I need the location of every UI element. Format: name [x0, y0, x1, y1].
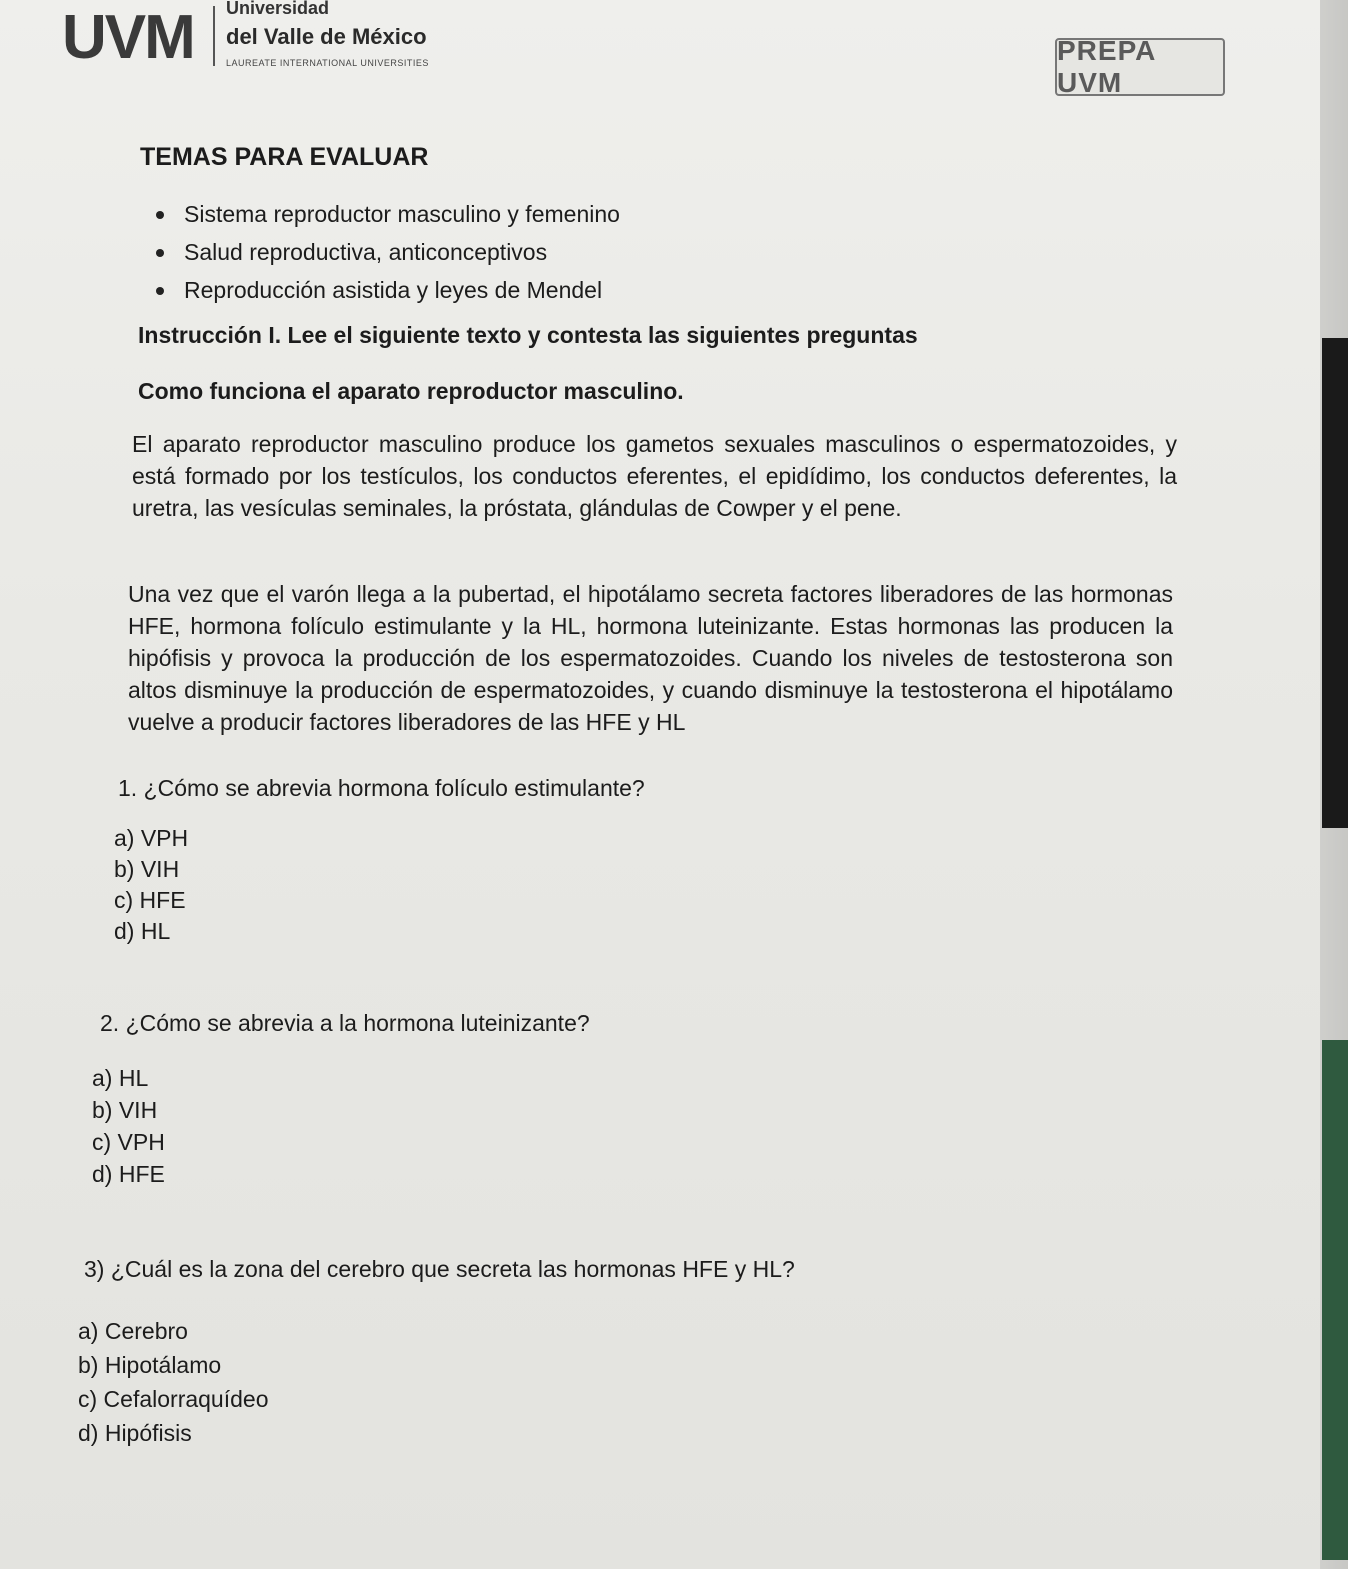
option-c: c) Cefalorraquídeo — [78, 1386, 269, 1412]
prepa-uvm-badge: PREPA UVM — [1055, 38, 1225, 96]
option-d: d) HFE — [92, 1161, 165, 1187]
instruction: Instrucción I. Lee el siguiente texto y contesta las siguientes preguntas — [138, 322, 918, 348]
option-b: b) VIH — [92, 1097, 158, 1123]
topics-list — [150, 196, 620, 310]
bullet-icon — [156, 249, 164, 257]
question-3-options — [78, 1314, 269, 1450]
background-green-strip — [1322, 1040, 1348, 1560]
paragraph-1: El aparato reproductor masculino produce los gametos sexuales masculinos o espermatozoides, y está formado por los testículos, los conductos eferentes, el epidídimo, los conductos deferentes, la uretra, las vesículas seminales, la próstata, glándulas de Cowper y el pene. — [132, 431, 1177, 521]
topic-item — [150, 196, 620, 234]
paragraph-2: Una vez que el varón llega a la pubertad, el hipotálamo secreta factores liberadores de las hormonas HFE, hormona folículo estimulante y la HL, hormona luteinizante. Estas hormonas las producen la hipófisis y provoca la producción de los espermatozoides. Cuando los niveles de testosterona son altos disminuye la producción de espermatozoides, y cuando disminuye la testosterona el hipotálamo vuelve a producir factores liberadores de las HFE y HL — [128, 581, 1173, 735]
question-3: 3) ¿Cuál es la zona del cerebro que secreta las hormonas HFE y HL? — [84, 1256, 795, 1282]
question-2: 2. ¿Cómo se abrevia a la hormona luteinizante? — [100, 1010, 590, 1036]
option-a: a) Cerebro — [78, 1318, 188, 1344]
section-heading: Como funciona el aparato reproductor masculino. — [138, 378, 684, 404]
question-1-options — [114, 823, 188, 947]
uvm-logo: UVM — [62, 3, 194, 72]
option-d: d) Hipófisis — [78, 1420, 192, 1446]
option-c: c) HFE — [114, 887, 186, 913]
page-title: TEMAS PARA EVALUAR — [140, 143, 429, 171]
option-c: c) VPH — [92, 1129, 165, 1155]
topic-label: Reproducción asistida y leyes de Mendel — [184, 277, 603, 303]
question-1: 1. ¿Cómo se abrevia hormona folículo estimulante? — [118, 775, 645, 801]
option-a: a) HL — [92, 1065, 149, 1091]
logo-valle-de-mexico: del Valle de México — [226, 24, 427, 49]
topic-label: Salud reproductiva, anticonceptivos — [184, 239, 548, 265]
topic-item — [150, 234, 620, 272]
option-d: d) HL — [114, 918, 171, 944]
background-dark-strip — [1322, 338, 1348, 828]
topic-item — [150, 272, 620, 310]
topic-label: Sistema reproductor masculino y femenino — [184, 201, 620, 227]
option-a: a) VPH — [114, 825, 189, 851]
option-b: b) VIH — [114, 856, 180, 882]
bullet-icon — [156, 211, 164, 219]
bullet-icon — [156, 287, 164, 295]
logo-divider — [213, 6, 215, 66]
logo-universidad: Universidad — [226, 0, 330, 18]
question-2-options — [92, 1062, 165, 1192]
logo-laureate: LAUREATE INTERNATIONAL UNIVERSITIES — [226, 58, 429, 68]
option-b: b) Hipotálamo — [78, 1352, 222, 1378]
